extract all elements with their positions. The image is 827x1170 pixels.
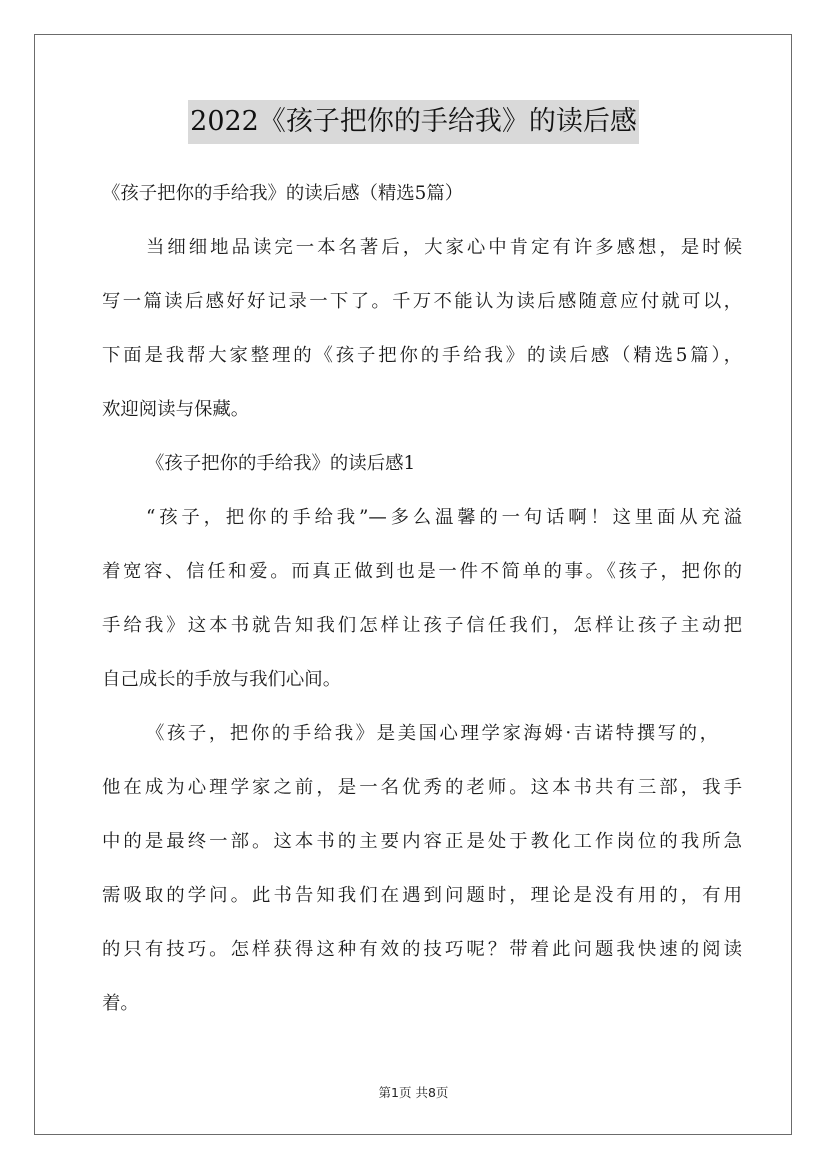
para2-line: 的只有技巧。怎样获得这种有效的技巧呢？带着此问题我快速的阅读 — [102, 939, 742, 960]
title-container — [0, 100, 827, 144]
intro-line: 写一篇读后感好好记录一下了。千万不能认为读后感随意应付就可以， — [102, 291, 742, 312]
para2-line: 需吸取的学问。此书告知我们在遇到问题时，理论是没有用的，有用 — [102, 885, 742, 906]
para2-line: 着。 — [102, 993, 139, 1014]
subtitle: 《孩子把你的手给我》的读后感（精选5篇） — [102, 183, 464, 204]
para2-line: 中的是最终一部。这本书的主要内容正是处于教化工作岗位的我所急 — [102, 831, 742, 852]
intro-line: 当细细地品读完一本名著后，大家心中肯定有许多感想，是时候 — [146, 237, 742, 258]
para2-line: 他在成为心理学家之前，是一名优秀的老师。这本书共有三部，我手 — [102, 777, 742, 798]
page-number-footer: 第1页 共8页 — [378, 1085, 449, 1100]
para1-line: “孩子，把你的手给我”—多么温馨的一句话啊！这里面从充溢 — [146, 507, 742, 528]
para1-line: 手给我》这本书就告知我们怎样让孩子信任我们，怎样让孩子主动把 — [102, 615, 742, 636]
para1-line: 自己成长的手放与我们心间。 — [102, 669, 342, 690]
document-title: 2022《孩子把你的手给我》的读后感 — [188, 100, 639, 144]
intro-line: 下面是我帮大家整理的《孩子把你的手给我》的读后感（精选5篇）， — [102, 345, 742, 366]
section-heading: 《孩子把你的手给我》的读后感1 — [146, 453, 416, 474]
intro-line: 欢迎阅读与保藏。 — [102, 399, 250, 420]
para1-line: 着宽容、信任和爱。而真正做到也是一件不简单的事。《孩子，把你的 — [102, 561, 742, 582]
para2-line: 《孩子，把你的手给我》是美国心理学家海姆·吉诺特撰写的， — [146, 723, 718, 744]
